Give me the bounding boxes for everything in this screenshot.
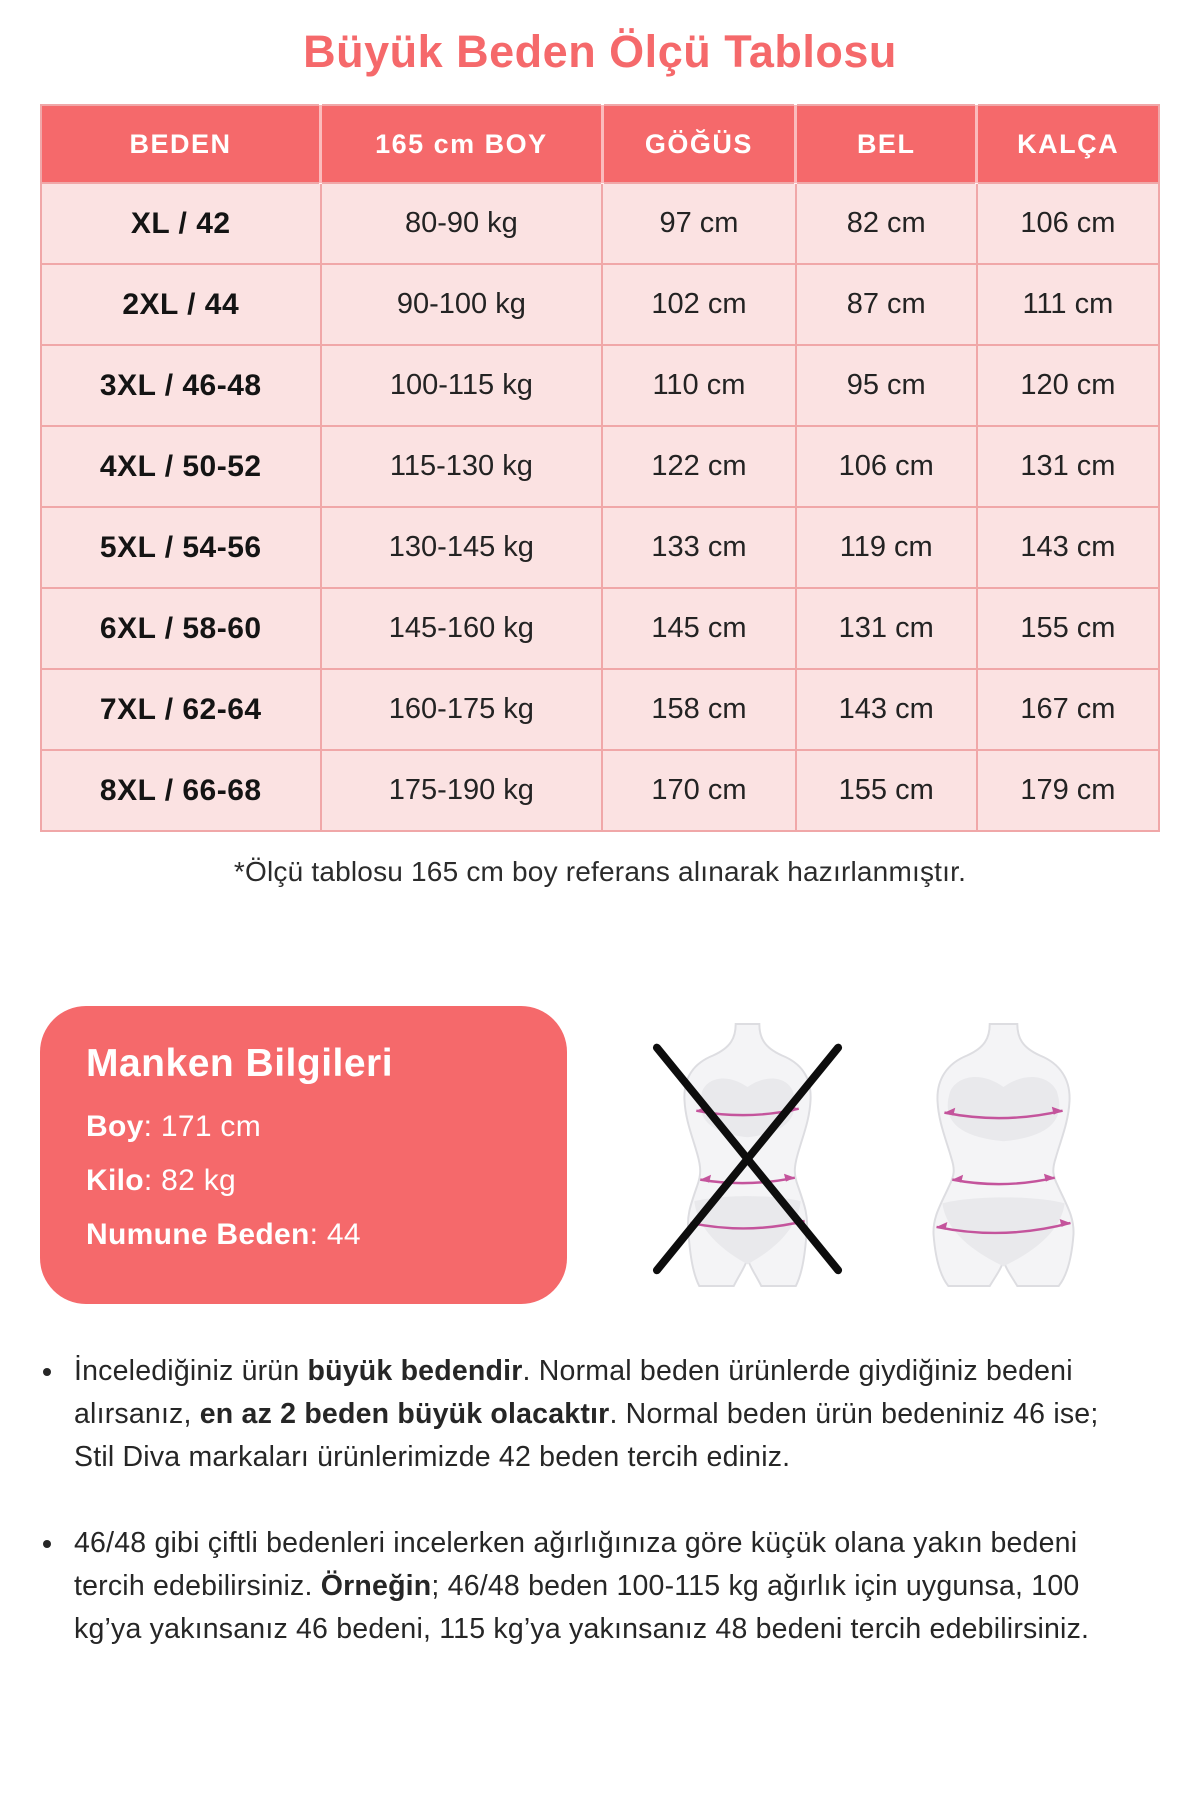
measure-cell: 131 cm xyxy=(796,588,977,669)
measure-cell: 82 cm xyxy=(796,183,977,264)
measure-cell: 110 cm xyxy=(602,345,795,426)
size-name-cell: 5XL / 54-56 xyxy=(41,507,321,588)
measure-cell: 155 cm xyxy=(977,588,1159,669)
measure-cell: 143 cm xyxy=(977,507,1159,588)
measure-cell: 130-145 kg xyxy=(321,507,603,588)
measure-cell: 120 cm xyxy=(977,345,1159,426)
size-table-row xyxy=(41,669,1159,750)
size-table-row xyxy=(41,507,1159,588)
measure-cell: 102 cm xyxy=(602,264,795,345)
measure-cell: 106 cm xyxy=(977,183,1159,264)
size-name-cell: 6XL / 58-60 xyxy=(41,588,321,669)
measure-cell: 80-90 kg xyxy=(321,183,603,264)
size-table-row xyxy=(41,345,1159,426)
page-title: Büyük Beden Ölçü Tablosu xyxy=(303,26,897,77)
measurement-figures xyxy=(591,1022,1160,1288)
size-table xyxy=(40,104,1160,832)
size-name-cell: 3XL / 46-48 xyxy=(41,345,321,426)
note-item-double-sizes: • 46/48 gibi çiftli bedenleri incelerken ağırlığınıza göre küçük olana yakın bedeni tercih edebilirsiniz. Örneğin; 46/48 beden 100-115 kg ağırlık için uygunsa, 100 kg’ya yakınsanız 46 bedeni, 115 kg’ya yakınsanız 48 bedeni tercih edebilirsiniz. xyxy=(66,1522,1101,1650)
measure-cell: 122 cm xyxy=(602,426,795,507)
measure-cell: 95 cm xyxy=(796,345,977,426)
model-info-card xyxy=(40,1006,567,1304)
table-footnote: *Ölçü tablosu 165 cm boy referans alınarak hazırlanmıştır. xyxy=(233,856,967,887)
measure-cell: 175-190 kg xyxy=(321,750,603,831)
measure-cell: 90-100 kg xyxy=(321,264,603,345)
model-info-title: Manken Bilgileri xyxy=(86,1042,394,1085)
note-item-sizing: • İncelediğiniz ürün büyük bedendir. Normal beden ürünlerde giydiğiniz bedeni alırsanız, en az 2 beden büyük olacaktır. Normal beden ürün bedeniniz 46 ise; Stil Diva markaları ürünlerimizde 42 beden tercih ediniz. xyxy=(66,1350,1101,1478)
size-table-row xyxy=(41,750,1159,831)
measure-cell: 143 cm xyxy=(796,669,977,750)
col-header-bel: BEL xyxy=(796,105,977,183)
measure-cell: 145 cm xyxy=(602,588,795,669)
size-table-header-row xyxy=(41,105,1159,183)
measure-cell: 179 cm xyxy=(977,750,1159,831)
measure-cell: 115-130 kg xyxy=(321,426,603,507)
size-table-body xyxy=(41,183,1159,831)
size-name-cell: XL / 42 xyxy=(41,183,321,264)
col-header-boy: 165 cm BOY xyxy=(321,105,603,183)
col-header-kalca: KALÇA xyxy=(977,105,1159,183)
measure-cell: 106 cm xyxy=(796,426,977,507)
measure-cell: 111 cm xyxy=(977,264,1159,345)
plus-size-figure-icon xyxy=(905,1022,1102,1288)
col-header-gogus: GÖĞÜS xyxy=(602,105,795,183)
measure-cell: 119 cm xyxy=(796,507,977,588)
size-name-cell: 8XL / 66-68 xyxy=(41,750,321,831)
measure-cell: 100-115 kg xyxy=(321,345,603,426)
measure-cell: 133 cm xyxy=(602,507,795,588)
model-info-section xyxy=(40,1006,1160,1304)
size-name-cell: 2XL / 44 xyxy=(41,264,321,345)
model-weight-line: Kilo: 82 kg xyxy=(86,1164,237,1197)
size-name-cell: 7XL / 62-64 xyxy=(41,669,321,750)
measure-cell: 131 cm xyxy=(977,426,1159,507)
model-sample-size-line: Numune Beden: 44 xyxy=(86,1218,361,1251)
measure-cell: 145-160 kg xyxy=(321,588,603,669)
measure-cell: 97 cm xyxy=(602,183,795,264)
measure-cell: 160-175 kg xyxy=(321,669,603,750)
size-name-cell: 4XL / 50-52 xyxy=(41,426,321,507)
notes-list xyxy=(66,1350,1101,1651)
measure-cell: 170 cm xyxy=(602,750,795,831)
size-table-row xyxy=(41,183,1159,264)
measure-cell: 87 cm xyxy=(796,264,977,345)
size-table-row xyxy=(41,426,1159,507)
measure-cell: 155 cm xyxy=(796,750,977,831)
measure-cell: 167 cm xyxy=(977,669,1159,750)
model-height-line: Boy: 171 cm xyxy=(86,1110,262,1143)
size-table-row xyxy=(41,588,1159,669)
col-header-beden: BEDEN xyxy=(41,105,321,183)
size-table-row xyxy=(41,264,1159,345)
measure-cell: 158 cm xyxy=(602,669,795,750)
crossed-slim-figure-icon xyxy=(649,1022,846,1288)
